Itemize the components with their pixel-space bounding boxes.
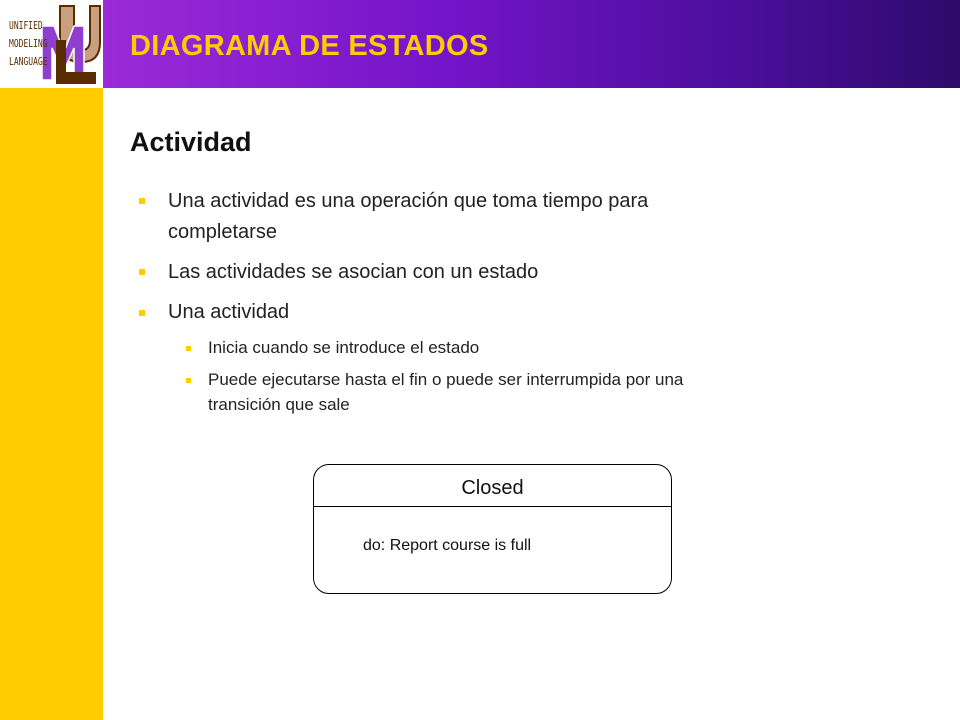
sidebar-band bbox=[0, 0, 103, 720]
logo-line-unified: UNIFIED bbox=[9, 20, 43, 32]
sub-bullet-marker bbox=[186, 378, 191, 383]
bullet-text: Las actividades se asocian con un estado bbox=[168, 261, 539, 283]
state-node-closed bbox=[313, 464, 672, 594]
bullet-text: Una actividad bbox=[168, 301, 290, 323]
page-title: DIAGRAMA DE ESTADOS bbox=[130, 30, 489, 62]
logo-line-modeling: MODELING bbox=[9, 38, 48, 50]
bullet-marker bbox=[139, 310, 145, 316]
logo-line-language: LANGUAGE bbox=[9, 56, 48, 68]
bullet-text: Una actividad es una operación que toma tiempo para bbox=[168, 190, 649, 212]
bullet-marker bbox=[139, 269, 145, 275]
sub-bullet-marker bbox=[186, 346, 191, 351]
uml-logo bbox=[0, 0, 103, 88]
slide-subtitle: Actividad bbox=[130, 127, 252, 157]
state-divider bbox=[314, 506, 671, 507]
state-name: Closed bbox=[461, 477, 524, 499]
sub-bullet-text: Puede ejecutarse hasta el fin o puede ser interrumpida por una bbox=[208, 370, 684, 389]
state-activity: do: Report course is full bbox=[363, 537, 532, 554]
sub-bullet-text: Inicia cuando se introduce el estado bbox=[208, 338, 480, 357]
bullet-marker bbox=[139, 198, 145, 204]
bullet-text-continuation: completarse bbox=[168, 221, 277, 243]
sub-bullet-text-continuation: transición que sale bbox=[208, 395, 350, 414]
